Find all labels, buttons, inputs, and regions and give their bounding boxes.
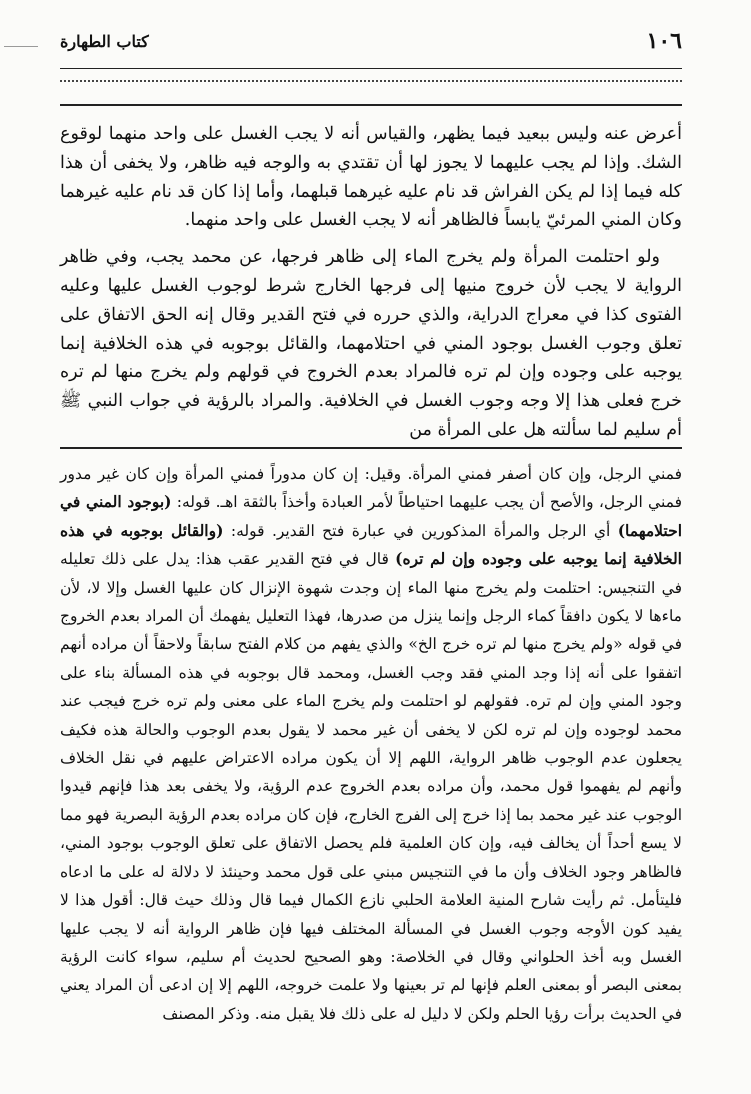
commentary-quote: (والقائل بوجوبه في هذه الخلافية إنما يوجبه على وجوده وإن لم تره) xyxy=(60,520,682,569)
page-number: ١٠٦ xyxy=(646,28,682,54)
running-head: كتاب الطهارة xyxy=(60,32,149,51)
commentary-paragraph xyxy=(60,460,682,1028)
main-text-rule xyxy=(60,104,682,106)
commentary-span: أي الرجل والمرأة المذكورين في عبارة فتح القدير. قوله: xyxy=(223,521,618,540)
margin-mark xyxy=(4,46,38,47)
dotted-divider xyxy=(60,80,682,82)
commentary-text xyxy=(60,460,682,1028)
main-text xyxy=(60,120,682,445)
commentary-span: فمني الرجل، وإن كان أصفر فمني المرأة. وقيل: إن كان مدوراً فمني المرأة وإن كان غير مدور فمني الرجل، والأصح أن يجب عليهما احتياطاً لأمر العبادة وأخذاً بالثقة اهـ. قوله: xyxy=(60,465,682,512)
footnote-rule xyxy=(60,447,682,449)
commentary-span: قال في فتح القدير عقب هذا: يدل على ذلك تعليله في التنجيس: احتلمت ولم يخرج منها الماء إن وجدت شهوة الإنزال كان عليها الغسل وإلا لا، لأن ماءها لا يكون دافقاً كماء الرجل وإنما ينزل من صدرها، فهذا التعليل يفهمك أن المراد بعدم الخروج في قوله «ولم يخرج منها لم تره خرج الخ» والذي يفهم من كلام الفتح سابقاً ولاحقاً أن مراده أنهم اتفقوا على أنه إذا وجد المني فقد وجب الغسل، ومحمد قال بوجوبه في هذه المسألة بناء على وجود المني وإن لم تره. فقولهم لو احتلمت ولم يخرج الماء على معنى ولم تره خرج فيجب عند محمد لوجوده وإن لم تره لكن لا يخفى أن غير محمد لا يقول بعدم الوجوب والحالة هذه فكيف يجعلون عدم الوجوب ظاهر الرواية، اللهم إلا أن يكون مراده الاعتراض عليهم في نقل الخلاف وأنهم لم يفهموا قول محمد، وأن مراده بعدم الخروج عدم الرؤية، ولا يخفى بعد هذا فإنهم قيدوا الوجوب عند غير محمد بما إذا خرج إلى الفرج الخارج، فإن كان مراده بعدم الرؤية البصرية فهو مما لا يسع أحداً أن يخالف فيه، وإن كان العلمية فلم يحصل الاتفاق على تعلق الوجوب بوجود المني، فالظاهر وجود الخلاف وأن ما في التنجيس مبني على قول محمد وحينئذ لا دلالة له على ما ادعاه فليتأمل. ثم رأيت شارح المنية العلامة الحلبي نازع الكمال فيما قال وذلك حيث قال: أقول هذا لا يفيد كون الأوجه وجوب الغسل في المسألة المختلف فيها فإن ظاهر الرواية أنه لا يجب عليها الغسل وبه أخذ الحلواني وقال في الخلاصة: وهو الصحيح لحديث أم سليم، سواء كانت الرؤية بمعنى البصر أو بمعنى العلم فإنها لم تر بعينها ولا علمت خروجه، اللهم إلا إن ادعى أن المراد يعني في الحديث برأت رؤيا الحلم ولكن لا دليل له على ذلك فلا يقبل منه. وذكر المصنف xyxy=(60,550,682,1023)
page-header xyxy=(60,28,682,69)
main-paragraph: ولو احتلمت المرأة ولم يخرج الماء إلى ظاهر فرجها، عن محمد يجب، وفي ظاهر الرواية لا يجب لأن خروج منيها إلى فرجها الخارج شرط لوجوب الغسل عليها وعليه الفتوى كذا في معراج الدراية، والذي حرره في فتح القدير وقال إنه الحق الاتفاق على تعلق وجوب الغسل بوجود المني في احتلامهما، والقائل بوجوبه في هذه الخلافية إنما يوجبه على وجوده وإن لم تره فالمراد بعدم الخروج في قولهم ولم يخرج منها لم تره خرج فعلى هذا إلا وجه وجوب الغسل في الخلافية. والمراد بالرؤية في جواب النبي ﷺ أم سليم لما سألته هل على المرأة من xyxy=(60,247,682,440)
main-paragraph: أعرض عنه وليس ببعيد فيما يظهر، والقياس أنه لا يجب الغسل على واحد منهما لوقوع الشك. وإذا لم يجب عليهما لا يجوز لها أن تقتدي به والوجه فيه ظاهر، ولا يخفى أن هذا كله فيما إذا لم يكن الفراش قد نام عليه غيرهما قبلهما، وأما إذا كان قد نام عليه غيرهما وكان المني المرئيّ يابساً فالظاهر أنه لا يجب الغسل على واحد منهما. xyxy=(60,124,682,231)
commentary-quote: (بوجود المني في احتلامهما) xyxy=(60,492,682,540)
